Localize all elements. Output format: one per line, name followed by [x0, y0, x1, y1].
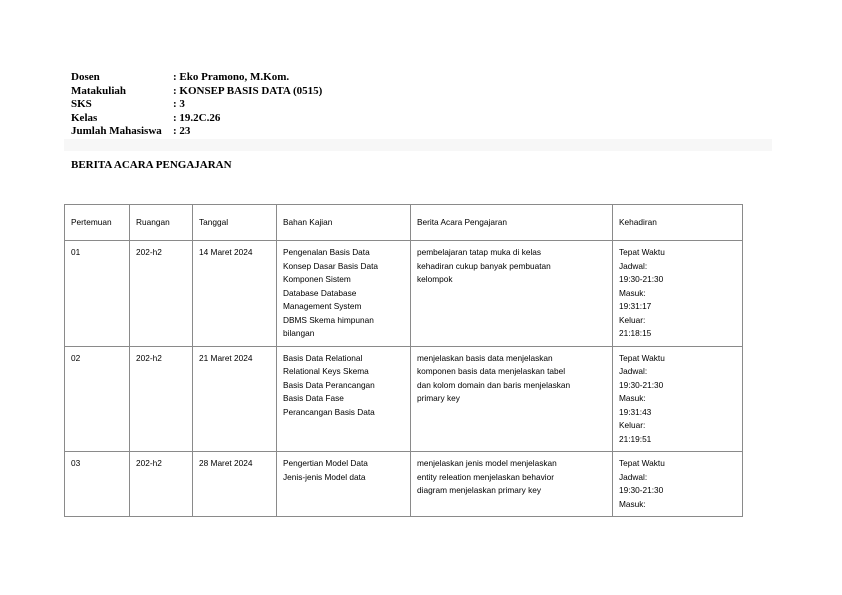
cell-kehadiran [613, 452, 743, 517]
cell-line: 19:30-21:30 [619, 485, 664, 495]
cell-line: kelompok [417, 274, 453, 284]
cell-line: Database Database [283, 287, 357, 298]
cell-pertemuan: 03 [65, 452, 130, 517]
cell-berita-acara [411, 346, 613, 452]
cell-line: Masuk: [619, 498, 646, 509]
cell-line: 19:31:17 [619, 301, 652, 311]
cell-pertemuan: 01 [65, 241, 130, 347]
cell-line: Jadwal: [619, 471, 648, 482]
info-value: : Eko Pramono, M.Kom. [173, 71, 290, 83]
info-row-jumlah-mahasiswa [71, 125, 322, 139]
cell-line: 21:18:15 [619, 328, 652, 338]
cell-line: Management System [283, 301, 362, 311]
cell-line: Basis Data Perancangan [283, 379, 375, 390]
course-info [71, 71, 322, 139]
cell-ruangan: 202-h2 [130, 452, 193, 517]
table-header-row [65, 205, 743, 241]
cell-line: pembelajaran tatap muka di kelas [417, 247, 542, 257]
cell-ruangan: 202-h2 [130, 241, 193, 347]
cell-line: kehadiran cukup banyak pembuatan [417, 260, 551, 271]
info-value: : 19.2C.26 [173, 111, 221, 124]
cell-line: Masuk: [619, 287, 646, 298]
info-value: : KONSEP BASIS DATA (0515) [173, 84, 323, 97]
cell-line: 19:31:43 [619, 406, 652, 417]
cell-line: menjelaskan basis data menjelaskan [417, 352, 553, 363]
cell-line: Jadwal: [619, 366, 648, 376]
cell-line: Pengenalan Basis Data [283, 247, 370, 257]
info-row-kelas [71, 112, 322, 126]
cell-line: dan kolom domain dan baris menjelaskan [417, 379, 571, 390]
cell-line: diagram menjelaskan primary key [417, 485, 542, 495]
cell-berita-acara [411, 452, 613, 517]
column-header-ruangan: Ruangan [130, 205, 193, 241]
cell-line: 19:30-21:30 [619, 379, 664, 390]
cell-bahan-kajian [277, 241, 411, 347]
info-label: Matakuliah [71, 84, 127, 97]
cell-kehadiran [613, 241, 743, 347]
cell-line: Jadwal: [619, 260, 648, 271]
cell-line: Konsep Dasar Basis Data [283, 260, 379, 271]
cell-line: Perancangan Basis Data [283, 406, 375, 417]
cell-line: Basis Data Relational [283, 352, 363, 363]
cell-line: Basis Data Fase [283, 393, 344, 403]
cell-line: Tepat Waktu [619, 458, 665, 468]
info-label: Kelas [71, 111, 98, 124]
cell-line: entity releation menjelaskan behavior [417, 471, 554, 482]
cell-line: Pengertian Model Data [283, 458, 368, 468]
cell-line: Tepat Waktu [619, 352, 665, 363]
section-divider-band [64, 139, 772, 151]
cell-bahan-kajian [277, 346, 411, 452]
cell-tanggal: 14 Maret 2024 [193, 241, 277, 347]
table-row [65, 241, 743, 347]
cell-line: bilangan [283, 328, 315, 338]
cell-bahan-kajian [277, 452, 411, 517]
table-body [65, 241, 743, 517]
cell-line: Relational Keys Skema [283, 366, 369, 376]
column-header-pertemuan: Pertemuan [65, 205, 130, 241]
cell-line: Keluar: [619, 420, 646, 430]
cell-line: 21:19:51 [619, 433, 652, 444]
cell-tanggal: 28 Maret 2024 [193, 452, 277, 517]
cell-tanggal: 21 Maret 2024 [193, 346, 277, 452]
cell-kehadiran [613, 346, 743, 452]
info-row-matakuliah [71, 85, 322, 99]
attendance-table [64, 204, 743, 517]
cell-line: Masuk: [619, 393, 646, 403]
cell-line: 19:30-21:30 [619, 274, 664, 284]
section-title: BERITA ACARA PENGAJARAN [71, 159, 232, 171]
info-value: : 3 [173, 98, 185, 110]
cell-berita-acara [411, 241, 613, 347]
cell-pertemuan: 02 [65, 346, 130, 452]
cell-line: Tepat Waktu [619, 247, 665, 257]
table-row [65, 452, 743, 517]
cell-line: primary key [417, 393, 460, 403]
cell-line: Jenis-jenis Model data [283, 471, 366, 482]
cell-line: menjelaskan jenis model menjelaskan [417, 458, 557, 468]
info-label: SKS [71, 98, 92, 110]
info-label: Dosen [71, 71, 100, 83]
info-label: Jumlah Mahasiswa [71, 125, 162, 137]
cell-line: DBMS Skema himpunan [283, 314, 374, 325]
column-header-kehadiran: Kehadiran [613, 205, 743, 241]
cell-line: Keluar: [619, 314, 646, 325]
cell-line: komponen basis data menjelaskan tabel [417, 366, 566, 376]
column-header-tanggal: Tanggal [193, 205, 277, 241]
table-row [65, 346, 743, 452]
info-row-dosen [71, 71, 322, 85]
column-header-berita-acara: Berita Acara Pengajaran [411, 205, 613, 241]
column-header-bahan-kajian: Bahan Kajian [277, 205, 411, 241]
info-row-sks [71, 98, 322, 112]
cell-line: Komponen Sistem [283, 274, 351, 284]
info-value: : 23 [173, 125, 191, 137]
cell-ruangan: 202-h2 [130, 346, 193, 452]
